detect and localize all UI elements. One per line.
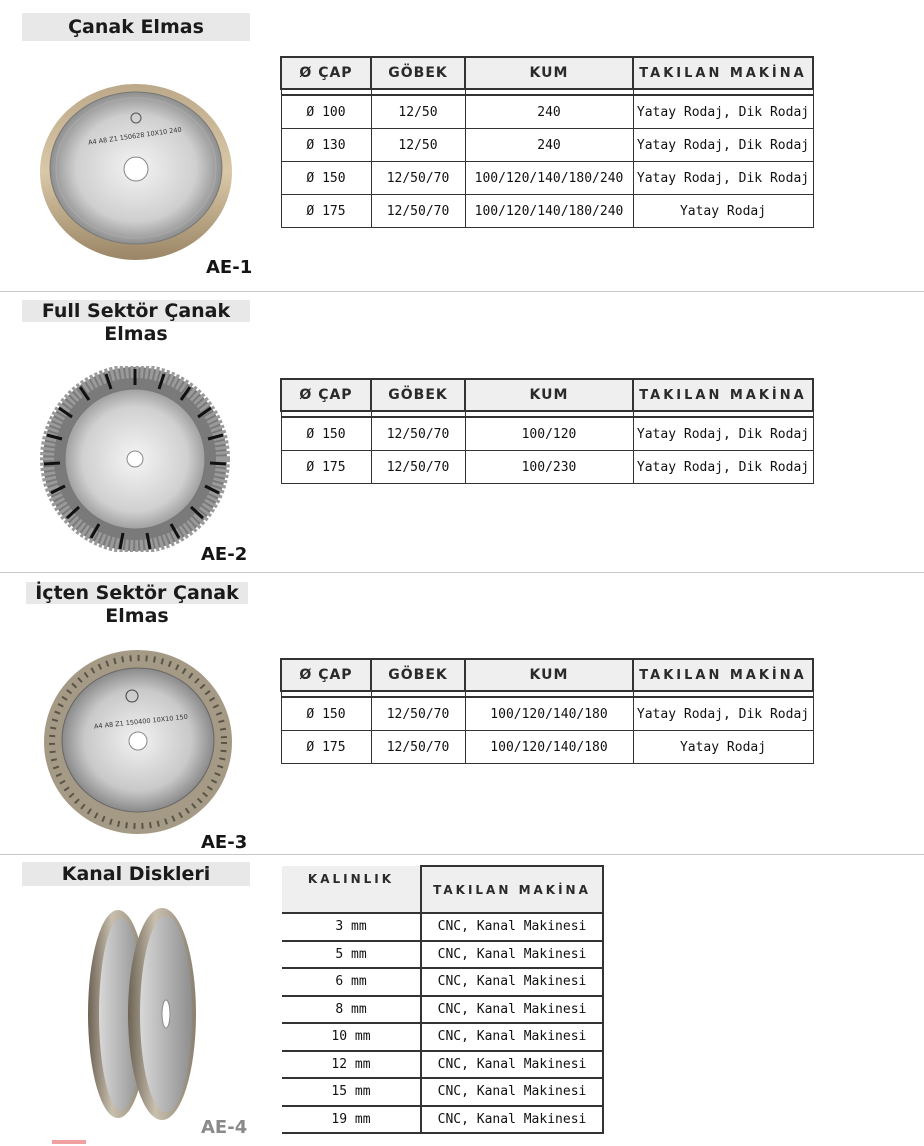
table-row [282, 941, 603, 969]
cell-makina: CNC, Kanal Makinesi [421, 968, 603, 996]
header-cap: Ø ÇAP [281, 659, 371, 691]
header-kalinlik: KALINLIK [282, 866, 421, 913]
header-gobek: GÖBEK [371, 659, 465, 691]
table-row [282, 996, 603, 1024]
section-title-line: Elmas [104, 323, 168, 345]
cell-makina: CNC, Kanal Makinesi [421, 996, 603, 1024]
cell-kalinlik: 3 mm [282, 913, 421, 941]
section-title-line: İçten Sektör Çanak [35, 582, 239, 604]
product-code-ae-4: AE-4 [201, 1117, 248, 1138]
cell-kalinlik: 19 mm [282, 1106, 421, 1134]
header-takilan-makina: TAKILAN MAKİNA [633, 659, 813, 691]
section-divider [0, 572, 924, 573]
table-row [281, 95, 813, 129]
cell-gobek: 12/50/70 [371, 731, 465, 764]
table-row [281, 451, 813, 484]
icten-sektor-table [280, 658, 814, 764]
table-row [282, 1023, 603, 1051]
cell-kum: 100/120/140/180/240 [465, 162, 633, 195]
canak-elmas-disc-image [38, 78, 242, 262]
section-title-kanal-diskleri [22, 862, 250, 886]
cell-makina: Yatay Rodaj, Dik Rodaj [633, 95, 813, 129]
section-title-line-2 [22, 323, 250, 345]
cell-makina: CNC, Kanal Makinesi [421, 1106, 603, 1134]
cell-gobek: 12/50/70 [371, 417, 465, 451]
disc-engraving: A4 A8 Z1 150400 10X10 150 [93, 712, 189, 731]
table-row [281, 162, 813, 195]
section-title-canak-elmas [22, 13, 250, 41]
cell-kum: 100/120 [465, 417, 633, 451]
cell-cap: Ø 150 [281, 417, 371, 451]
header-takilan-makina: TAKILAN MAKİNA [633, 379, 813, 411]
cell-makina: CNC, Kanal Makinesi [421, 941, 603, 969]
table-row [281, 731, 813, 764]
section-divider [0, 854, 924, 855]
table-row [281, 129, 813, 162]
cell-kum: 100/120/140/180/240 [465, 195, 633, 228]
kanal-diskleri-table [282, 865, 604, 1134]
cell-makina: Yatay Rodaj, Dik Rodaj [633, 417, 813, 451]
table-row [281, 697, 813, 731]
cell-makina: Yatay Rodaj [633, 731, 813, 764]
header-cap: Ø ÇAP [281, 379, 371, 411]
cell-cap: Ø 175 [281, 195, 371, 228]
kanal-diskleri-image [74, 906, 204, 1122]
cell-makina: CNC, Kanal Makinesi [421, 1051, 603, 1079]
table-row [282, 1106, 603, 1134]
product-code-ae-2: AE-2 [201, 544, 248, 565]
header-gobek: GÖBEK [371, 57, 465, 89]
table-header-row [281, 659, 813, 691]
cell-makina: Yatay Rodaj, Dik Rodaj [633, 129, 813, 162]
cell-makina: CNC, Kanal Makinesi [421, 1023, 603, 1051]
product-code-ae-1: AE-1 [206, 257, 253, 278]
product-code-ae-3: AE-3 [201, 832, 248, 853]
cell-kum: 240 [465, 95, 633, 129]
section-title-line-2 [26, 605, 248, 627]
cell-gobek: 12/50/70 [371, 451, 465, 484]
cell-kum: 100/230 [465, 451, 633, 484]
section-title-line: Elmas [105, 605, 169, 627]
cell-makina: Yatay Rodaj, Dik Rodaj [633, 451, 813, 484]
header-kum: KUM [465, 659, 633, 691]
section-title-icten-sektor-canak-elmas [26, 582, 248, 604]
cell-cap: Ø 150 [281, 162, 371, 195]
table-header-row [282, 866, 603, 913]
cell-kalinlik: 8 mm [282, 996, 421, 1024]
section-title-line: Full Sektör Çanak [41, 300, 231, 322]
table-row [282, 1078, 603, 1106]
section-divider [0, 291, 924, 292]
header-gobek: GÖBEK [371, 379, 465, 411]
cell-gobek: 12/50 [371, 129, 465, 162]
disc-engraving: A4 A8 Z1 150628 10X10 240 [87, 125, 183, 147]
cell-makina: CNC, Kanal Makinesi [421, 1078, 603, 1106]
cell-cap: Ø 130 [281, 129, 371, 162]
header-kum: KUM [465, 57, 633, 89]
cell-makina: CNC, Kanal Makinesi [421, 913, 603, 941]
table-row [281, 195, 813, 228]
table-row [282, 1051, 603, 1079]
icten-sektor-disc-image [42, 648, 236, 836]
cell-kalinlik: 12 mm [282, 1051, 421, 1079]
table-row [282, 913, 603, 941]
table-row [282, 968, 603, 996]
cell-cap: Ø 175 [281, 731, 371, 764]
header-kum: KUM [465, 379, 633, 411]
cell-kalinlik: 15 mm [282, 1078, 421, 1106]
cell-gobek: 12/50/70 [371, 162, 465, 195]
cell-kalinlik: 5 mm [282, 941, 421, 969]
cell-kum: 100/120/140/180 [465, 697, 633, 731]
header-cap: Ø ÇAP [281, 57, 371, 89]
cell-gobek: 12/50 [371, 95, 465, 129]
cell-kum: 100/120/140/180 [465, 731, 633, 764]
section-title-line: Çanak Elmas [68, 16, 204, 38]
cell-gobek: 12/50/70 [371, 195, 465, 228]
cell-kalinlik: 10 mm [282, 1023, 421, 1051]
full-sektor-disc-image [40, 366, 230, 552]
accent-bar [52, 1140, 86, 1144]
cell-cap: Ø 175 [281, 451, 371, 484]
header-takilan-makina: TAKILAN MAKİNA [633, 57, 813, 89]
table-row [281, 417, 813, 451]
table-header-row [281, 379, 813, 411]
header-takilan-makina: TAKILAN MAKİNA [421, 866, 603, 913]
cell-kalinlik: 6 mm [282, 968, 421, 996]
cell-makina: Yatay Rodaj, Dik Rodaj [633, 697, 813, 731]
cell-kum: 240 [465, 129, 633, 162]
section-title-line: Kanal Diskleri [61, 863, 211, 885]
cell-makina: Yatay Rodaj, Dik Rodaj [633, 162, 813, 195]
canak-elmas-table [280, 56, 814, 228]
full-sektor-table [280, 378, 814, 484]
cell-cap: Ø 100 [281, 95, 371, 129]
cell-cap: Ø 150 [281, 697, 371, 731]
section-title-full-sektor-canak-elmas [22, 300, 250, 322]
cell-gobek: 12/50/70 [371, 697, 465, 731]
cell-makina: Yatay Rodaj [633, 195, 813, 228]
table-header-row [281, 57, 813, 89]
